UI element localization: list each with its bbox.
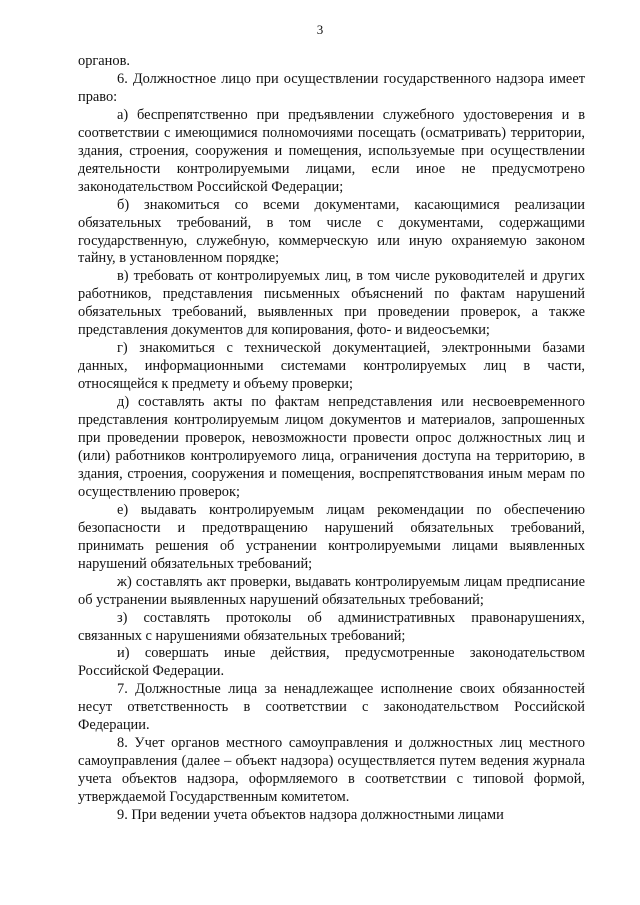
paragraph-subitem-b: б) знакомиться со всеми документами, касающимися реализации обязательных требований, в том числе с документами, содержащими государственную, служебную, коммерческую или иную охраняемую законом тайну, в установленном порядке;: [78, 196, 585, 267]
paragraph-continuation: органов.: [78, 53, 130, 69]
paragraph-subitem-d: д) составлять акты по фактам непредставления или несвоевременного представления контролируемым лицом документов и материалов, запрошенных при проведении проверок, невозможности провести опрос должностных лиц и (или) работников контролируемого лица, ограничения доступа на территорию, в здания, строения, сооружения и помещения, воспрепятствования иным мерам по осуществлению проверок;: [78, 394, 585, 500]
document-body: [78, 53, 585, 825]
paragraph-subitem-z: з) составлять протоколы об административных правонарушениях, связанных с нарушениями обязательных требований;: [78, 609, 585, 644]
paragraph-item-6: 6. Должностное лицо при осуществлении государственного надзора имеет право:: [78, 70, 585, 105]
paragraph-item-8: 8. Учет органов местного самоуправления и должностных лиц местного самоуправления (далее – объект надзора) осуществляется путем ведения журнала учета объектов надзора, оформляемого в соответствии с типовой формой, утверждаемой Государственным комитетом.: [78, 735, 585, 806]
paragraph-item-9: 9. При ведении учета объектов надзора должностными лицами: [117, 807, 504, 824]
paragraph-subitem-g: г) знакомиться с технической документацией, электронными базами данных, информационными системами контролируемых лиц в части, относящейся к предмету и объему проверки;: [78, 340, 585, 393]
paragraph-subitem-zh: ж) составлять акт проверки, выдавать контролируемым лицам предписание об устранении выявленных нарушений обязательных требований;: [78, 573, 585, 608]
paragraph-subitem-a: а) беспрепятственно при предъявлении служебного удостоверения и в соответствии с имеющимися полномочиями посещать (осматривать) территории, здания, строения, сооружения и помещения, используемые при осуществлении деятельности контролируемыми лицами, если иное не предусмотрено законодательством Российской Федерации;: [78, 106, 585, 195]
page-number: 3: [316, 22, 324, 37]
paragraph-subitem-v: в) требовать от контролируемых лиц, в том числе руководителей и других работников, представления письменных объяснений по фактам нарушений обязательных требований, выявленных при проведении проверок, а также представления документов для копирования, фото- и видеосъемки;: [78, 268, 585, 339]
paragraph-subitem-e: е) выдавать контролируемым лицам рекомендации по обеспечению безопасности и предотвращению нарушений обязательных требований, принимать решения об устранении контролируемыми лицами выявленных нарушений обязательных требований;: [78, 501, 585, 572]
paragraph-item-7: 7. Должностные лица за ненадлежащее исполнение своих обязанностей несут ответственность в соответствии с законодательством Российской Федерации.: [78, 681, 585, 734]
paragraph-subitem-i: и) совершать иные действия, предусмотренные законодательством Российской Федерации.: [78, 645, 585, 680]
